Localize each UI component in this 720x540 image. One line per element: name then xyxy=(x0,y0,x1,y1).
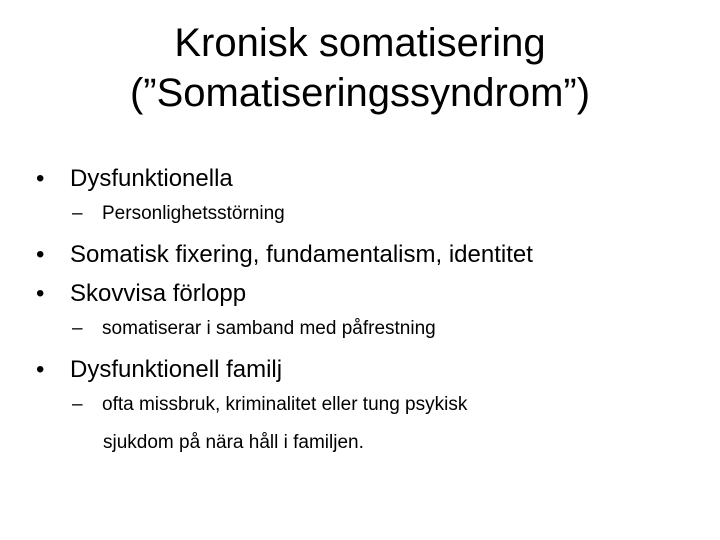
sub-bullet-text: somatiserar i samband med påfrestning xyxy=(102,318,436,339)
bullet-icon: • xyxy=(36,165,45,192)
bullet-icon: • xyxy=(36,280,45,307)
bullet-item xyxy=(36,355,282,385)
bullet-item xyxy=(36,164,233,194)
bullet-text: Somatisk fixering, fundamentalism, identitet xyxy=(70,241,533,268)
sub-bullet-item xyxy=(72,202,285,226)
sub-bullet-item xyxy=(72,317,436,341)
bullet-icon: • xyxy=(36,356,45,383)
bullet-text: Skovvisa förlopp xyxy=(70,280,247,307)
bullet-item xyxy=(36,240,533,270)
sub-bullet-item xyxy=(72,393,467,417)
bullet-icon: • xyxy=(36,241,45,268)
bullet-text: Dysfunktionell familj xyxy=(70,356,283,383)
sub-bullet-text: Personlighetsstörning xyxy=(102,203,285,224)
dash-icon: – xyxy=(72,318,83,339)
dash-icon: – xyxy=(72,394,83,415)
bullet-text: Dysfunktionella xyxy=(70,165,233,192)
title-line-1: Kronisk somatisering xyxy=(174,21,546,65)
sub-bullet-continuation: sjukdom på nära håll i familjen. xyxy=(103,432,364,453)
dash-icon: – xyxy=(72,203,83,224)
bullet-item xyxy=(36,279,246,309)
sub-bullet-text: ofta missbruk, kriminalitet eller tung psykisk xyxy=(102,394,468,415)
title-line-2: (”Somatiseringssyndrom”) xyxy=(129,71,591,115)
